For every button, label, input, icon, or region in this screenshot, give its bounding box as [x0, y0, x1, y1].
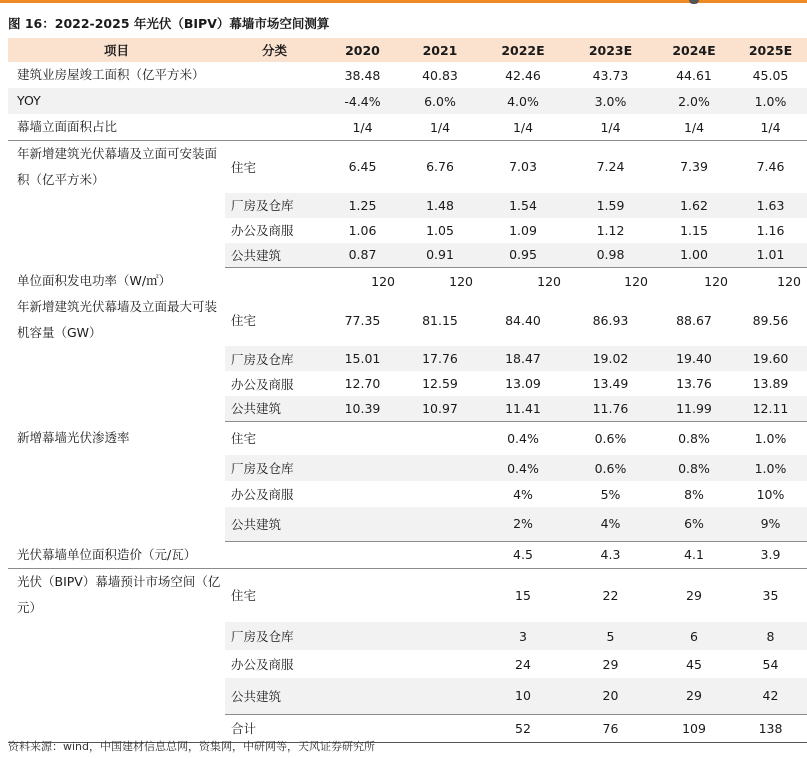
cell: 45.05	[752, 67, 789, 83]
header-2020: 2020	[324, 38, 401, 62]
cell: 88.67	[676, 312, 712, 328]
category-cell: 住宅	[231, 159, 257, 175]
cell: 1/4	[324, 114, 401, 141]
header-item: 项目	[8, 38, 225, 62]
row-label: 幕墙立面面积占比	[8, 114, 324, 141]
row-label: 年新增建筑光伏幕墙及立面可安装面积（亿平方米）	[17, 146, 218, 187]
top-marker	[689, 0, 699, 4]
table-row	[8, 541, 807, 568]
cell: 0.6%	[594, 430, 627, 446]
cell: 11.76	[567, 396, 654, 421]
top-accent-line	[0, 0, 807, 3]
cell: 4%	[567, 507, 654, 541]
table-row	[8, 421, 807, 455]
category-cell: 厂房及仓库	[225, 193, 324, 218]
category-cell: 办公及商服	[231, 487, 294, 502]
cell: 10.97	[401, 396, 479, 421]
cell: 1/4	[479, 114, 567, 141]
cell: 86.93	[592, 312, 629, 328]
cell: 29	[602, 656, 619, 672]
row-label: YOY	[8, 88, 324, 114]
cell: 1.12	[596, 222, 625, 238]
row-label: 年新增建筑光伏幕墙及立面最大可装机容量（GW）	[17, 299, 218, 340]
header-2021: 2021	[401, 38, 479, 62]
cell: 3.0%	[567, 88, 654, 114]
cell: 15.01	[324, 346, 401, 371]
cell: 42.46	[505, 67, 541, 83]
cell: 7.03	[509, 159, 537, 175]
cell: 76	[602, 720, 619, 736]
cell: 1.16	[756, 222, 785, 238]
cell: 40.83	[422, 67, 458, 83]
cell: 13.09	[505, 376, 541, 391]
cell: 1.48	[401, 193, 479, 218]
cell: 19.40	[654, 346, 734, 371]
cell: 45	[686, 656, 702, 672]
header-category: 分类	[225, 38, 324, 62]
cell: 12.70	[344, 376, 381, 391]
category-cell: 住宅	[231, 588, 257, 604]
cell: 3	[479, 622, 567, 650]
cell: 7.24	[596, 159, 625, 175]
cell: 1.25	[324, 193, 401, 218]
cell: 13.49	[592, 376, 629, 391]
cell: 8%	[684, 486, 704, 502]
cell: 5%	[600, 486, 621, 502]
header-2022e: 2022E	[479, 38, 567, 62]
cell: 0.95	[479, 243, 567, 268]
row-label: 光伏幕墙单位面积造价（元/瓦）	[8, 541, 324, 568]
category-cell: 办公及商服	[231, 223, 294, 238]
row-label: 新增幕墙光伏渗透率	[17, 430, 130, 445]
header-2023e: 2023E	[567, 38, 654, 62]
header-2025e: 2025E	[734, 38, 807, 62]
cell: 77.35	[344, 312, 381, 328]
cell: 1.01	[734, 243, 807, 268]
cell: 2.0%	[654, 88, 734, 114]
cell: 84.40	[505, 312, 541, 328]
cell: 13.89	[752, 376, 789, 391]
cell: 4.0%	[479, 88, 567, 114]
cell: 120	[624, 273, 648, 289]
cell: 81.15	[422, 312, 458, 328]
cell: -4.4%	[324, 88, 401, 114]
category-cell: 公共建筑	[225, 396, 324, 421]
cell: 0.4%	[479, 455, 567, 481]
cell: 1/4	[734, 114, 807, 141]
category-cell: 住宅	[231, 313, 257, 328]
category-cell: 办公及商服	[231, 376, 294, 392]
cell: 35	[762, 587, 779, 603]
cell: 1.0%	[754, 430, 787, 446]
cell: 1/4	[654, 114, 734, 141]
cell: 120	[449, 273, 473, 289]
cell: 52	[515, 720, 531, 736]
cell: 4%	[513, 486, 533, 502]
category-cell: 厂房及仓库	[225, 455, 324, 481]
table-row	[8, 268, 807, 295]
category-cell: 厂房及仓库	[225, 622, 324, 650]
category-cell: 公共建筑	[225, 678, 324, 714]
cell: 12.59	[422, 376, 458, 391]
cell: 1/4	[567, 114, 654, 141]
cell: 0.6%	[567, 455, 654, 481]
cell: 6.45	[348, 159, 377, 175]
cell: 1.62	[654, 193, 734, 218]
cell: 120	[777, 273, 801, 289]
cell: 44.61	[676, 67, 712, 83]
cell: 29	[686, 587, 702, 603]
cell: 12.11	[734, 396, 807, 421]
cell: 89.56	[752, 312, 789, 328]
cell: 4.3	[567, 541, 654, 568]
cell: 1.54	[479, 193, 567, 218]
cell: 0.98	[567, 243, 654, 268]
cell: 1.0%	[734, 455, 807, 481]
table-row	[8, 114, 807, 141]
table-row	[8, 568, 807, 622]
cell: 5	[567, 622, 654, 650]
cell: 13.76	[676, 376, 712, 391]
table-row	[8, 62, 807, 88]
cell: 19.02	[567, 346, 654, 371]
cell: 1.63	[734, 193, 807, 218]
cell: 120	[537, 273, 561, 289]
cell: 1.06	[348, 222, 377, 238]
cell: 10	[479, 678, 567, 714]
cell: 6.0%	[401, 88, 479, 114]
cell: 15	[515, 587, 531, 603]
cell: 4.5	[479, 541, 567, 568]
cell: 0.8%	[678, 430, 710, 446]
cell: 42	[734, 678, 807, 714]
cell: 10.39	[324, 396, 401, 421]
cell: 18.47	[479, 346, 567, 371]
cell: 11.99	[654, 396, 734, 421]
cell: 1.09	[509, 222, 537, 238]
cell: 1.00	[654, 243, 734, 268]
cell: 9%	[734, 507, 807, 541]
cell: 22	[602, 587, 619, 603]
cell: 17.76	[401, 346, 479, 371]
cell: 1.15	[680, 222, 708, 238]
header-2024e: 2024E	[654, 38, 734, 62]
category-cell: 公共建筑	[225, 243, 324, 268]
cell: 1/4	[401, 114, 479, 141]
category-cell: 合计	[231, 721, 257, 736]
cell: 29	[654, 678, 734, 714]
cell: 1.0%	[734, 88, 807, 114]
row-label: 建筑业房屋竣工面积（亿平方米）	[17, 67, 205, 82]
cell: 0.91	[401, 243, 479, 268]
cell: 0.8%	[654, 455, 734, 481]
cell: 7.46	[756, 159, 785, 175]
cell: 6%	[654, 507, 734, 541]
table-row	[8, 141, 807, 193]
cell: 24	[515, 656, 531, 672]
cell: 43.73	[592, 67, 629, 83]
cell: 6	[654, 622, 734, 650]
cell: 10%	[756, 486, 785, 502]
row-label: 光伏（BIPV）幕墙预计市场空间（亿元）	[17, 573, 221, 615]
cell: 0.4%	[507, 430, 539, 446]
cell: 54	[762, 656, 779, 672]
header-row	[8, 38, 807, 62]
source-note: 资料来源：wind，中国建材信息总网，资集网，中研网等，天风证券研究所	[8, 740, 376, 753]
cell: 120	[371, 273, 395, 289]
table-row	[8, 88, 807, 114]
row-label: 单位面积发电功率（W/㎡）	[17, 273, 172, 288]
cell: 8	[734, 622, 807, 650]
category-cell: 办公及商服	[231, 657, 294, 672]
cell: 2%	[479, 507, 567, 541]
category-cell: 住宅	[231, 431, 257, 447]
cell: 1.05	[426, 222, 454, 238]
cell: 11.41	[479, 396, 567, 421]
table-row	[8, 294, 807, 346]
figure-title: 图 16：2022-2025 年光伏（BIPV）幕墙市场空间测算	[8, 16, 330, 31]
cell: 1.59	[567, 193, 654, 218]
cell: 7.39	[680, 159, 708, 175]
cell: 6.76	[426, 159, 454, 175]
cell: 138	[758, 720, 783, 736]
cell: 109	[682, 720, 706, 736]
cell: 0.87	[324, 243, 401, 268]
category-cell: 厂房及仓库	[225, 346, 324, 371]
cell: 4.1	[654, 541, 734, 568]
market-table	[8, 38, 807, 743]
cell: 20	[567, 678, 654, 714]
cell: 19.60	[734, 346, 807, 371]
cell: 3.9	[734, 541, 807, 568]
cell: 120	[704, 273, 728, 289]
cell: 38.48	[344, 67, 381, 83]
category-cell: 公共建筑	[225, 507, 324, 541]
